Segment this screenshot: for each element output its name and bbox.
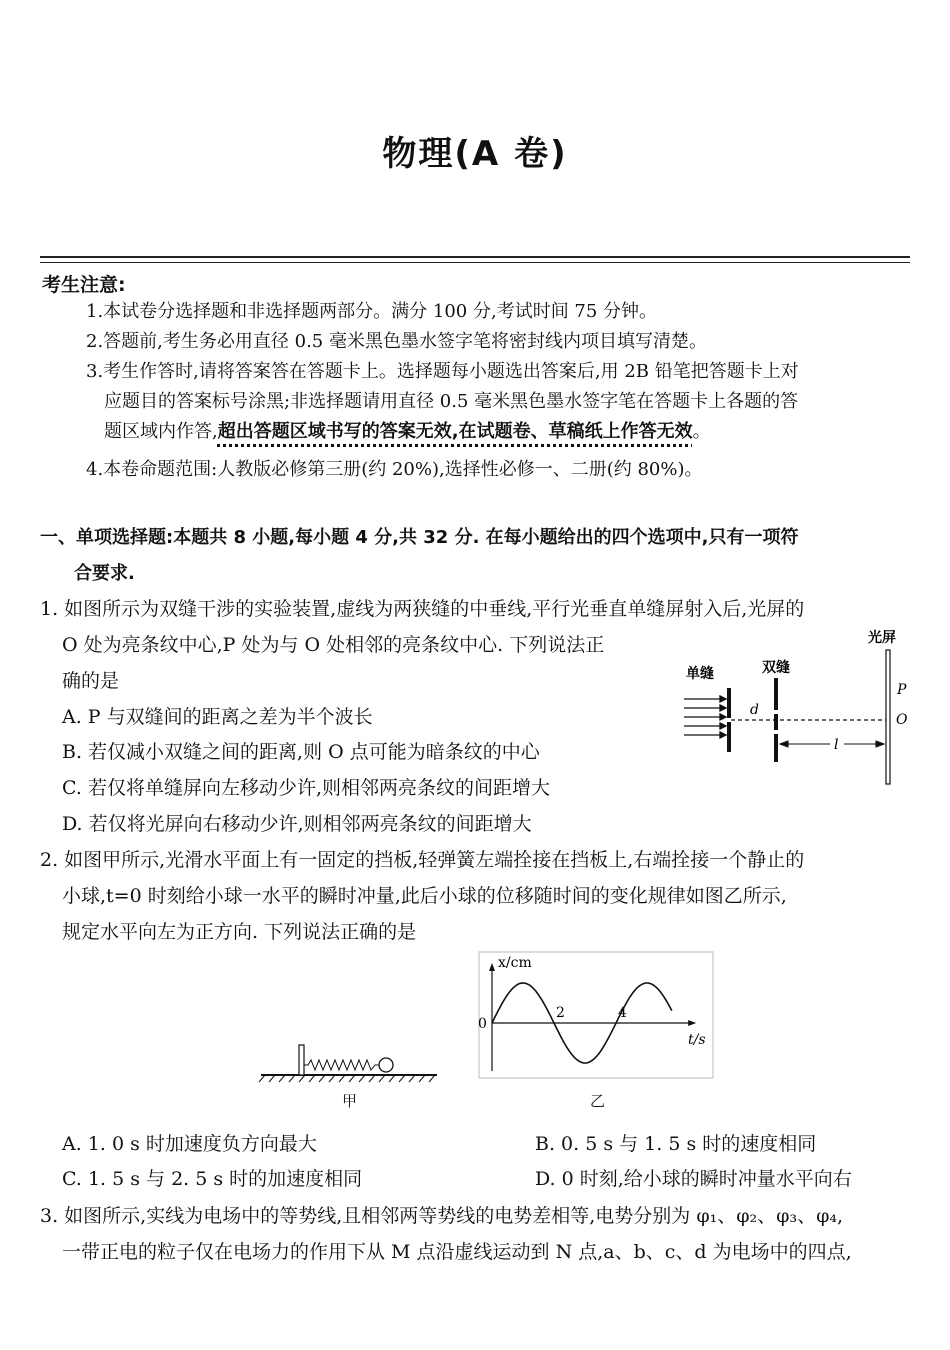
ground-hatching (259, 1075, 435, 1082)
x-tick-label: 2 (556, 1005, 565, 1021)
l-dimension (780, 741, 884, 747)
y-axis-label: x/cm (498, 955, 532, 971)
double-slit-upper (774, 678, 778, 710)
section1-heading: 一、单项选择题:本题共 8 小题,每小题 4 分,共 32 分. 在每小题给出的四个选项中,只有一项符 (40, 527, 799, 548)
single-slit-upper (727, 688, 731, 718)
single-slit-label: 单缝 (686, 666, 714, 682)
x-tick-label: 4 (618, 1005, 627, 1021)
light-screen (886, 650, 890, 784)
baffle (299, 1045, 304, 1075)
double-slit-lower (774, 734, 778, 762)
p-label: P (897, 682, 907, 698)
single-slit-lower (727, 722, 731, 752)
notice-item-2: 2.答题前,考生务必用直径 0.5 毫米黑色墨水签字笔将密封线内项目填写清楚。 (86, 331, 707, 352)
header-rule-thick (40, 256, 910, 258)
q3-stem-2: 一带正电的粒子仅在电场力的作用下从 M 点沿虚线运动到 N 点,a、b、c、d 为电场中的四点, (62, 1241, 852, 1263)
double-slit-label: 双缝 (762, 660, 790, 676)
light-arrows (684, 696, 726, 738)
notice-item-4: 4.本卷命题范围:人教版必修第三册(约 20%),选择性必修一、二册(约 80%)。 (86, 459, 703, 480)
notice-emphasis: 超出答题区域书写的答案无效,在试题卷、草稿纸上作答无效 (217, 421, 693, 442)
q2-stem-1: 2. 如图甲所示,光滑水平面上有一固定的挡板,轻弹簧左端拴接在挡板上,右端拴接一个静止的 (40, 849, 805, 871)
q2-option-d: D. 0 时刻,给小球的瞬时冲量水平向右 (535, 1168, 852, 1190)
notice-period: 。 (692, 421, 711, 442)
fig-yi-label: 乙 (590, 1092, 606, 1110)
notice-heading: 考生注意: (42, 274, 126, 296)
double-slit-figure (680, 620, 912, 790)
displacement-time-chart (476, 950, 716, 1080)
o-label: O (896, 712, 908, 728)
section1-heading-cont: 合要求. (74, 563, 135, 584)
x-axis-arrow (688, 1020, 696, 1026)
notice-item-1: 1.本试卷分选择题和非选择题两部分。满分 100 分,考试时间 75 分钟。 (86, 301, 658, 322)
q2-stem-2: 小球,t=0 时刻给小球一水平的瞬时冲量,此后小球的位移随时间的变化规律如图乙所示, (62, 885, 787, 907)
q1-option-a: A. P 与双缝间的距离之差为半个波长 (62, 706, 373, 728)
chart-axes (489, 963, 696, 1071)
header-rule-thin (40, 262, 910, 263)
l-label: l (834, 737, 839, 753)
double-slit-middle (774, 714, 778, 730)
q2-option-c: C. 1. 5 s 与 2. 5 s 时的加速度相同 (62, 1168, 363, 1190)
q1-option-b: B. 若仅减小双缝之间的距离,则 O 点可能为暗条纹的中心 (62, 741, 540, 763)
spring (304, 1060, 379, 1070)
x-axis-label: t/s (688, 1032, 706, 1048)
fig-jia-label: 甲 (342, 1092, 358, 1110)
page-title: 物理(A 卷) (382, 134, 568, 174)
q2-stem-3: 规定水平向左为正方向. 下列说法正确的是 (62, 921, 417, 943)
d-label: d (750, 702, 759, 718)
q2-option-b: B. 0. 5 s 与 1. 5 s 时的速度相同 (535, 1133, 817, 1155)
q1-stem-3: 确的是 (62, 670, 120, 692)
screen-label: 光屏 (868, 630, 896, 646)
q1-stem-2: O 处为亮条纹中心,P 处为与 O 处相邻的亮条纹中心. 下列说法正 (62, 634, 605, 656)
origin-label: 0 (478, 1016, 487, 1032)
q1-option-c: C. 若仅将单缝屏向左移动少许,则相邻两亮条纹的间距增大 (62, 777, 550, 799)
notice-item-3-tail: 题区域内作答, (104, 421, 218, 442)
ball (379, 1058, 393, 1072)
q1-stem-1: 1. 如图所示为双缝干涉的实验装置,虚线为两狭缝的中垂线,平行光垂直单缝屏射入后,光屏的 (40, 598, 805, 620)
notice-item-3-last (104, 420, 711, 444)
q1-option-d: D. 若仅将光屏向右移动少许,则相邻两亮条纹的间距增大 (62, 813, 532, 835)
y-axis-arrow (489, 963, 495, 971)
notice-item-3: 3.考生作答时,请将答案答在答题卡上。选择题每小题选出答案后,用 2B 铅笔把答题卡上对 (86, 361, 799, 382)
notice-item-3-cont: 应题目的答案标号涂黑;非选择题请用直径 0.5 毫米黑色墨水签字笔在答题卡上各题的答 (104, 391, 799, 412)
q2-option-a: A. 1. 0 s 时加速度负方向最大 (62, 1133, 317, 1155)
q3-stem-1: 3. 如图所示,实线为电场中的等势线,且相邻两等势线的电势差相等,电势分别为 φ₁、φ₂、φ₃、φ₄, (40, 1205, 844, 1227)
